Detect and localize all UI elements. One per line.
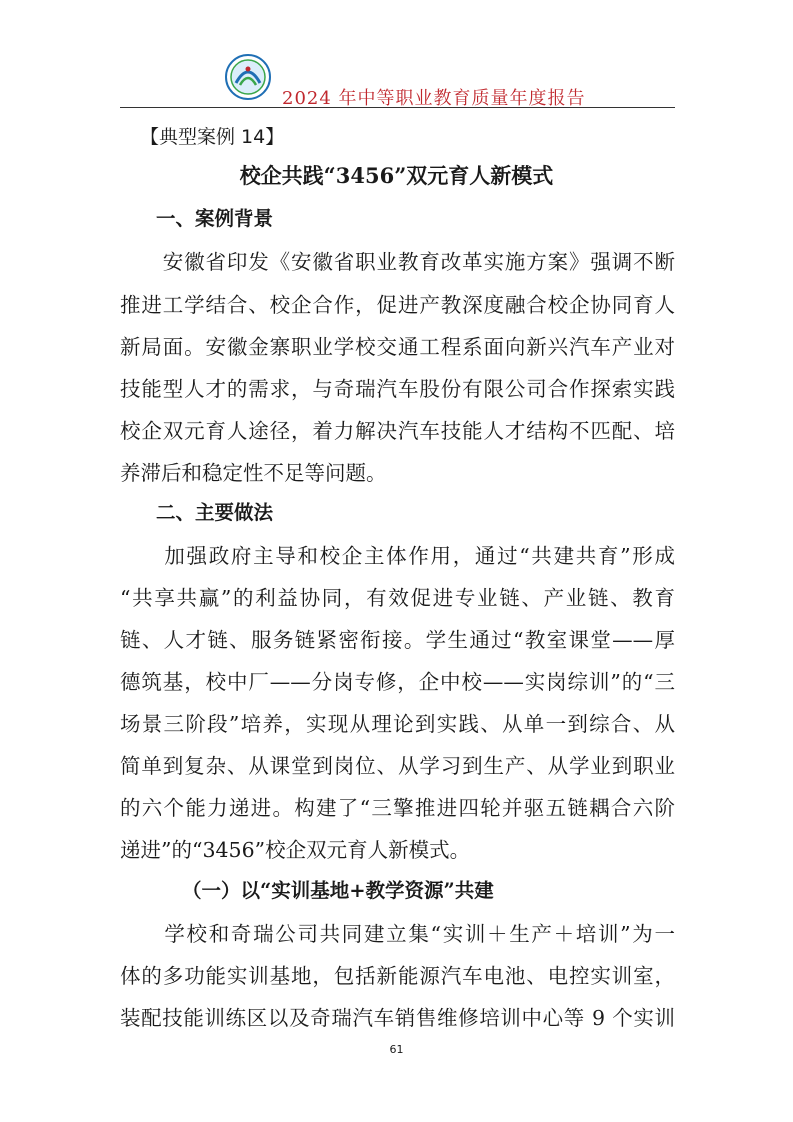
school-logo-icon [224,53,272,101]
paragraph-line: 简单到复杂、从课堂到岗位、从学习到生产、从学业到职业 [120,754,675,778]
paragraph-line: 安徽省印发《安徽省职业教育改革实施方案》强调不断 [120,250,675,274]
paragraph-line: “共享共赢”的利益协同，有效促进专业链、产业链、教育 [120,586,675,610]
paragraph-line: 链、人才链、服务链紧密衔接。学生通过“教室课堂——厚 [120,628,675,652]
paragraph-line: 新局面。安徽金寨职业学校交通工程系面向新兴汽车产业对 [120,335,675,359]
paragraph-line: 养滞后和稳定性不足等问题。 [120,461,387,485]
paragraph-line: 的六个能力递进。构建了“三擎推进四轮并驱五链耦合六阶 [120,796,675,820]
paragraph-line: 技能型人才的需求，与奇瑞汽车股份有限公司合作探索实践 [120,377,675,401]
subsection-heading: （一）以“实训基地+教学资源”共建 [182,879,494,902]
paragraph-line: 德筑基，校中厂——分岗专修，企中校——实岗综训”的“三 [120,670,675,694]
report-header-title: 2024 年中等职业教育质量年度报告 [282,88,586,109]
section-heading-practices: 二、主要做法 [156,501,274,524]
paragraph-line: 装配技能训练区以及奇瑞汽车销售维修培训中心等 9 个实训 [120,1006,675,1030]
header-divider [120,107,675,108]
page-number: 61 [389,1043,404,1056]
paragraph-line: 加强政府主导和校企主体作用，通过“共建共育”形成 [120,544,675,568]
case-tag: 【典型案例 14】 [140,126,285,148]
paragraph-line: 校企双元育人途径，着力解决汽车技能人才结构不匹配、培 [120,419,675,443]
case-title: 校企共践“3456”双元育人新模式 [239,163,554,188]
paragraph-line: 学校和奇瑞公司共同建立集“实训＋生产＋培训”为一 [120,922,675,946]
paragraph-line: 场景三阶段”培养，实现从理论到实践、从单一到综合、从 [120,712,675,736]
paragraph-line: 体的多功能实训基地，包括新能源汽车电池、电控实训室， [120,964,675,988]
paragraph-line: 推进工学结合、校企合作，促进产教深度融合校企协同育人 [120,293,675,317]
section-heading-background: 一、案例背景 [156,207,274,230]
paragraph-line: 递进”的“3456”校企双元育人新模式。 [120,838,471,862]
